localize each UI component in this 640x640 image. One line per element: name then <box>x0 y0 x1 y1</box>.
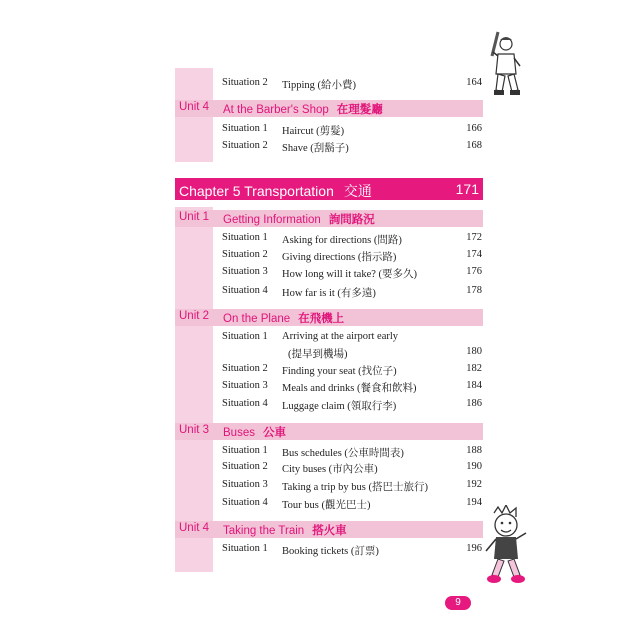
page-ref: 172 <box>466 232 482 243</box>
page-ref: 180 <box>466 346 482 357</box>
situation-label: Situation 2 <box>222 140 268 151</box>
situation-label: Situation 3 <box>222 266 268 277</box>
unit-title-zh: 在理髮廳 <box>336 104 383 116</box>
page-ref: 182 <box>466 363 482 374</box>
unit-title: On the Plane <box>223 313 291 325</box>
chapter-page: 171 <box>455 181 479 197</box>
situation-title: City buses (市內公車) <box>282 464 378 475</box>
situation-label: Situation 2 <box>222 77 268 88</box>
situation-title: How long will it take? (要多久) <box>282 269 418 280</box>
situation-label: Situation 4 <box>222 285 268 296</box>
baseball-player-illustration <box>484 30 528 98</box>
situation-title: Haircut (剪髮) <box>282 126 345 137</box>
unit-title: Taking the Train <box>223 525 305 537</box>
situation-title: Arriving at the airport early <box>282 331 399 342</box>
page-ref: 186 <box>466 398 482 409</box>
page-ref: 176 <box>466 266 482 277</box>
unit-header[interactable] <box>175 309 483 326</box>
toc-row[interactable] <box>222 479 482 495</box>
unit-header[interactable] <box>175 100 483 117</box>
page-ref: 184 <box>466 380 482 391</box>
toc-row[interactable] <box>222 140 482 156</box>
situation-title: Luggage claim (領取行李) <box>282 401 397 412</box>
page-ref: 178 <box>466 285 482 296</box>
toc-row[interactable] <box>222 123 482 139</box>
situation-title: Booking tickets (訂票) <box>282 546 379 557</box>
toc-row[interactable] <box>222 363 482 379</box>
page-ref: 188 <box>466 445 482 456</box>
situation-label: Situation 4 <box>222 497 268 508</box>
unit-label: Unit 1 <box>179 211 210 223</box>
chapter-title-zh: 交通 <box>343 183 372 199</box>
toc-row[interactable] <box>222 497 482 513</box>
situation-title: Shave (刮鬍子) <box>282 143 349 154</box>
unit-header[interactable] <box>175 210 483 227</box>
page-ref: 164 <box>466 77 482 88</box>
situation-title: Asking for directions (問路) <box>282 235 402 246</box>
page-ref: 192 <box>466 479 482 490</box>
toc-row[interactable] <box>222 461 482 477</box>
situation-label: Situation 2 <box>222 249 268 260</box>
toc-row-continuation[interactable] <box>222 346 482 362</box>
situation-title: Finding your seat (找位子) <box>282 366 397 377</box>
unit-label: Unit 2 <box>179 310 210 322</box>
page-ref: 168 <box>466 140 482 151</box>
toc-row[interactable] <box>222 285 482 301</box>
situation-label: Situation 1 <box>222 331 268 342</box>
page-number: 9 <box>445 596 471 610</box>
page-ref: 166 <box>466 123 482 134</box>
situation-title: Tipping (給小費) <box>282 80 356 91</box>
toc-row[interactable] <box>222 380 482 396</box>
situation-label: Situation 3 <box>222 380 268 391</box>
unit-title: Buses <box>223 427 255 439</box>
situation-label: Situation 1 <box>222 445 268 456</box>
toc-row[interactable] <box>222 543 482 559</box>
toc-row[interactable] <box>222 232 482 248</box>
toc-row[interactable] <box>222 331 482 347</box>
toc-row[interactable] <box>222 77 482 93</box>
situation-title: How far is it (有多遠) <box>282 288 376 299</box>
situation-label: Situation 4 <box>222 398 268 409</box>
chapter-header[interactable] <box>175 178 483 200</box>
situation-label: Situation 1 <box>222 123 268 134</box>
toc-row[interactable] <box>222 398 482 414</box>
unit-title: Getting Information <box>223 214 321 226</box>
unit-label: Unit 4 <box>179 522 210 534</box>
unit-label: Unit 3 <box>179 424 210 436</box>
unit-title-zh: 在飛機上 <box>298 313 345 325</box>
toc-row[interactable] <box>222 249 482 265</box>
toc-row[interactable] <box>222 266 482 282</box>
situation-label: Situation 1 <box>222 232 268 243</box>
situation-title: Bus schedules (公車時間表) <box>282 448 404 459</box>
situation-label: Situation 1 <box>222 543 268 554</box>
unit-label: Unit 4 <box>179 101 210 113</box>
unit-header[interactable] <box>175 423 483 440</box>
situation-title: (提早到機場) <box>288 349 348 360</box>
situation-title: Taking a trip by bus (搭巴士旅行) <box>282 482 428 493</box>
page-ref: 194 <box>466 497 482 508</box>
unit-title-zh: 公車 <box>262 427 286 439</box>
unit-title-zh: 詢問路況 <box>328 214 375 226</box>
toc-row[interactable] <box>222 445 482 461</box>
chapter-title: Chapter 5 Transportation <box>179 183 334 199</box>
page-ref: 190 <box>466 461 482 472</box>
situation-title: Tour bus (觀光巴士) <box>282 500 371 511</box>
situation-label: Situation 2 <box>222 461 268 472</box>
unit-title-zh: 搭火車 <box>312 525 347 537</box>
situation-title: Meals and drinks (餐食和飲料) <box>282 383 417 394</box>
cartoon-traveler-illustration <box>478 505 534 587</box>
unit-title: At the Barber's Shop <box>223 104 329 116</box>
situation-label: Situation 2 <box>222 363 268 374</box>
situation-title: Giving directions (指示路) <box>282 252 397 263</box>
unit-header[interactable] <box>175 521 483 538</box>
page-ref: 174 <box>466 249 482 260</box>
page-ref: 196 <box>466 543 482 554</box>
situation-label: Situation 3 <box>222 479 268 490</box>
